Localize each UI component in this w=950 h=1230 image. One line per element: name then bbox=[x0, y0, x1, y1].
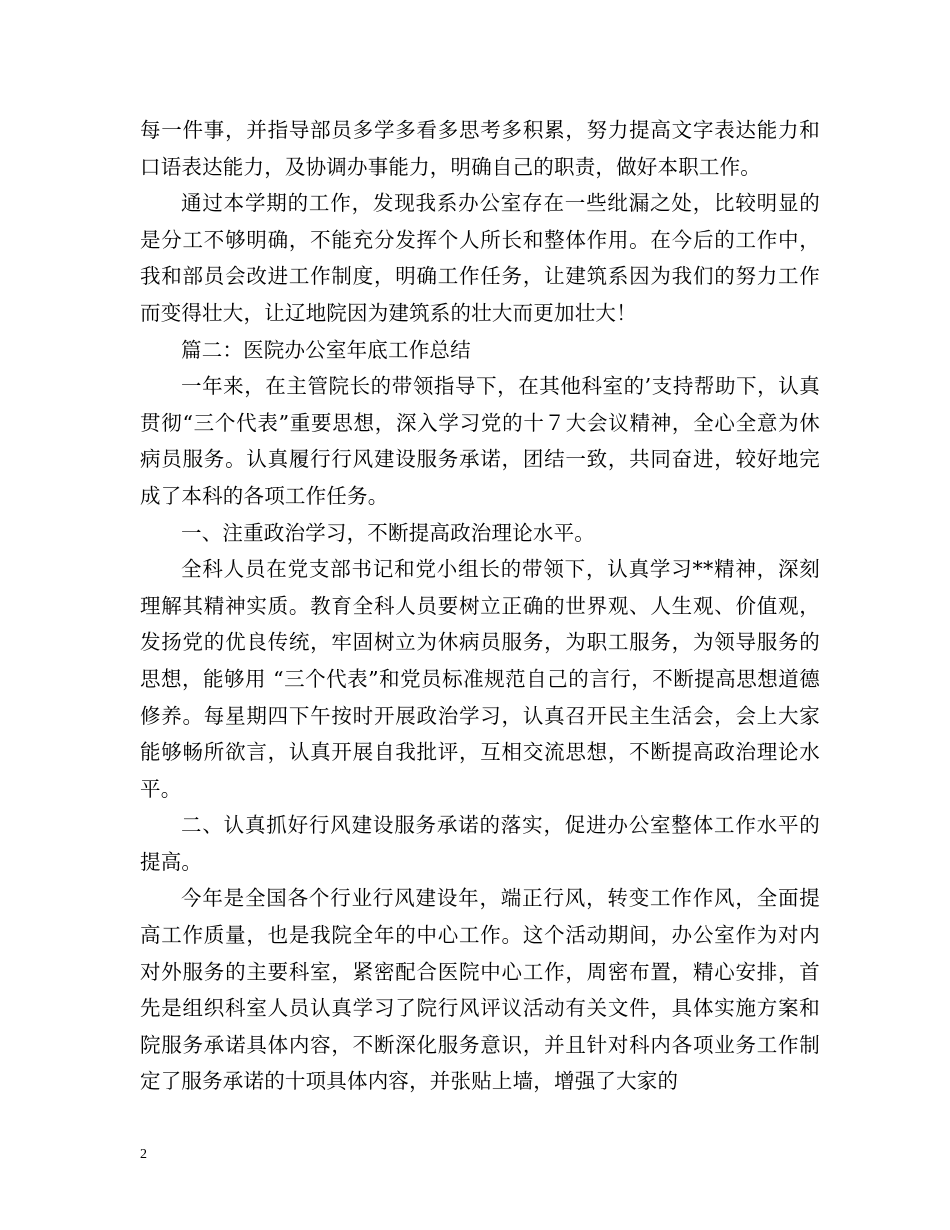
paragraph-continuation: 每一件事，并指导部员多学多看多思考多积累，努力提高文字表达能力和口语表达能力，及协调办事能力，明确自己的职责，做好本职工作。 bbox=[140, 118, 820, 179]
body-text bbox=[140, 112, 820, 1100]
page-number: 2 bbox=[140, 1147, 147, 1162]
paragraph-service-commitment: 今年是全国各个行业行风建设年，端正行风，转变工作作风，全面提高工作质量，也是我院全年的中心工作。这个活动期间，办公室作为对内对外服务的主要科室，紧密配合医院中心工作，周密布置，精心安排，首先是组织科室人员认真学习了院行风评议活动有关文件，具体实施方案和院服务承诺具体内容，不断深化服务意识，并且针对科内各项业务工作制定了服务承诺的十项具体内容，并张贴上墙，增强了大家的 bbox=[140, 886, 820, 1094]
heading-political-study: 一、注重政治学习，不断提高政治理论水平。 bbox=[181, 520, 595, 545]
paragraph-semester-summary: 通过本学期的工作，发现我系办公室存在一些纰漏之处，比较明显的是分工不够明确，不能充分发挥个人所长和整体作用。在今后的工作中，我和部员会改进工作制度，明确工作任务，让建筑系因为我们的努力工作而变得壮大，让辽地院因为建筑系的壮大而更加壮大！ bbox=[140, 191, 820, 325]
section-heading-part-two: 篇二：医院办公室年底工作总结 bbox=[181, 337, 471, 362]
heading-service-commitment: 二、认真抓好行风建设服务承诺的落实，促进办公室整体工作水平的提高。 bbox=[140, 813, 820, 874]
paragraph-political-study: 全科人员在党支部书记和党小组长的带领下，认真学习**精神，深刻理解其精神实质。教育全科人员要树立正确的世界观、人生观、价值观，发扬党的优良传统，牢固树立为休病员服务，为职工服务，为领导服务的思想，能够用 “三个代表”和党员标准规范自己的言行，不断提高思想道德修养。每星期四下午按时开展政治学习，认真召开民主生活会，会上大家能够畅所欲言，认真开展自我批评，互相交流思想，不断提高政治理论水平。 bbox=[140, 557, 820, 801]
paragraph-year-overview: 一年来，在主管院长的带领指导下，在其他科室的’支持帮助下，认真贯彻“三个代表”重要思想，深入学习党的十７大会议精神，全心全意为休病员服务。认真履行行风建设服务承诺，团结一致，共同奋进，较好地完成了本科的各项工作任务。 bbox=[140, 374, 820, 508]
